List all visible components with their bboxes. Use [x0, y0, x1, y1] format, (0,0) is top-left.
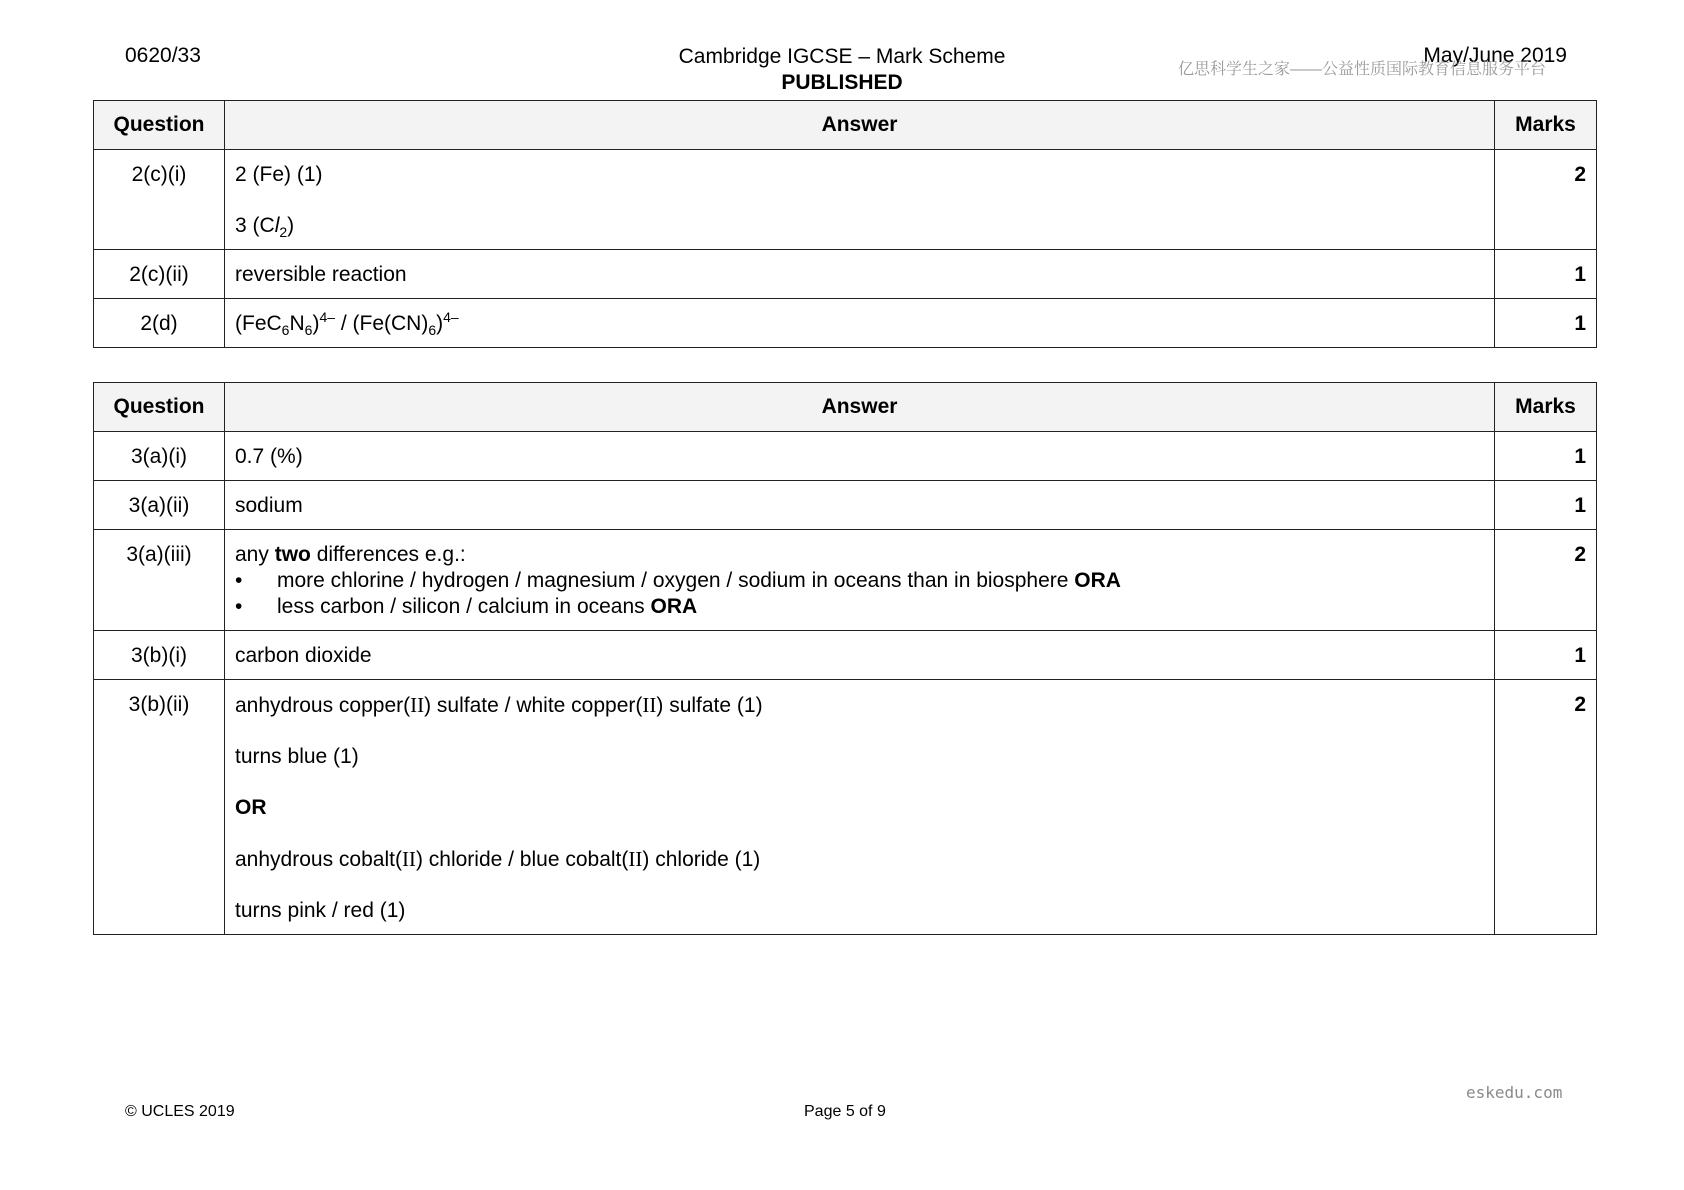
- answer-cell: [225, 530, 1495, 631]
- answer-text: ): [436, 312, 444, 335]
- answer-line: [235, 213, 1484, 239]
- bullet-text: [277, 568, 1121, 594]
- answer-line: [235, 846, 1484, 873]
- answer-text: differences e.g.:: [310, 543, 466, 566]
- question-number: 2(c)(i): [94, 150, 225, 250]
- question-number: 3(b)(i): [94, 631, 225, 680]
- answer-emphasis: two: [274, 543, 311, 566]
- table-header-row: [94, 101, 1597, 150]
- answer-cell: [225, 299, 1495, 348]
- answer-line: [235, 692, 1484, 719]
- bullet-text: [277, 594, 697, 620]
- table-row: [94, 481, 1597, 530]
- answer-cell: [225, 150, 1495, 250]
- question-header: Question: [94, 101, 225, 150]
- roman-numeral: II: [401, 847, 416, 871]
- watermark-text: 亿思科学生之家——公益性质国际教育信息服务平台: [1178, 61, 1547, 78]
- question-number: 3(a)(i): [94, 432, 225, 481]
- roman-numeral: II: [642, 693, 657, 717]
- subscript: 2: [279, 224, 288, 241]
- answer-line: 2 (Fe) (1): [235, 163, 323, 186]
- marks-value: 1: [1495, 631, 1597, 680]
- answer-text: any: [235, 543, 275, 566]
- table-row: [94, 530, 1597, 631]
- answer-text: ): [287, 214, 295, 237]
- table-row: [94, 150, 1597, 250]
- subscript: 6: [428, 322, 437, 339]
- site-watermark: eskedu.com: [1466, 1083, 1563, 1102]
- copyright: © UCLES 2019: [125, 1103, 235, 1120]
- answer-text: ): [312, 312, 320, 335]
- answer-text: ) chloride (1): [642, 848, 761, 871]
- subscript: 6: [304, 322, 313, 339]
- answer-text: ) chloride / blue cobalt(: [415, 848, 629, 871]
- table-row: [94, 299, 1597, 348]
- answer-text: anhydrous cobalt(: [235, 848, 402, 871]
- answer-cell: [225, 680, 1495, 935]
- question-number: 2(c)(ii): [94, 250, 225, 299]
- marks-value: 2: [1495, 530, 1597, 631]
- table-row: [94, 631, 1597, 680]
- marks-value: 1: [1495, 481, 1597, 530]
- answer-header: Answer: [225, 383, 1495, 432]
- answer-text: more chlorine / hydrogen / magnesium / oxygen / sodium in oceans than in biosphere: [277, 569, 1075, 592]
- header-title: Cambridge IGCSE – Mark Scheme: [678, 45, 1006, 68]
- answer-line: OR: [235, 796, 267, 819]
- superscript: 4–: [443, 309, 459, 325]
- question-number: 3(b)(ii): [94, 680, 225, 935]
- superscript: 4–: [319, 309, 336, 325]
- question-number: 3(a)(ii): [94, 481, 225, 530]
- paper-code: 0620/33: [125, 44, 201, 67]
- mark-scheme-table-q2: [93, 100, 1597, 348]
- exam-session: May/June 2019: [1423, 44, 1567, 67]
- answer-cell: reversible reaction: [225, 250, 1495, 299]
- answer-emphasis: ORA: [1074, 569, 1121, 592]
- answer-text: less carbon / silicon / calcium in oceans: [277, 595, 651, 618]
- answer-emphasis: ORA: [650, 595, 698, 618]
- page-number: Page 5 of 9: [804, 1103, 886, 1120]
- answer-text: ) sulfate / white copper(: [424, 694, 643, 717]
- roman-numeral: II: [628, 847, 643, 871]
- answer-text: N: [289, 312, 305, 335]
- bullet-icon: •: [235, 595, 243, 618]
- table-row: [94, 250, 1597, 299]
- bullet-item: [235, 568, 1484, 594]
- bullet-icon: •: [235, 569, 243, 592]
- answer-text: l: [274, 214, 280, 237]
- marks-value: 2: [1495, 150, 1597, 250]
- answer-cell: carbon dioxide: [225, 631, 1495, 680]
- answer-text: anhydrous copper(: [235, 694, 411, 717]
- answer-text: (FeC: [235, 312, 282, 335]
- marks-value: 1: [1495, 299, 1597, 348]
- table-row: [94, 432, 1597, 481]
- answer-line: turns blue (1): [235, 745, 359, 768]
- header-status: PUBLISHED: [781, 71, 903, 94]
- answer-cell: sodium: [225, 481, 1495, 530]
- question-header: Question: [94, 383, 225, 432]
- answer-text: 3 (C: [235, 214, 275, 237]
- marks-header: Marks: [1495, 101, 1597, 150]
- answer-line: turns pink / red (1): [235, 899, 406, 922]
- table-header-row: [94, 383, 1597, 432]
- question-number: 2(d): [94, 299, 225, 348]
- mark-scheme-table-q3: [93, 382, 1597, 935]
- answer-intro: [235, 542, 1484, 568]
- marks-value: 1: [1495, 432, 1597, 481]
- answer-text: / (Fe(CN): [335, 312, 429, 335]
- question-number: 3(a)(iii): [94, 530, 225, 631]
- answer-text: ) sulfate (1): [656, 694, 763, 717]
- marks-header: Marks: [1495, 383, 1597, 432]
- answer-header: Answer: [225, 101, 1495, 150]
- subscript: 6: [281, 322, 290, 339]
- marks-value: 1: [1495, 250, 1597, 299]
- bullet-item: [235, 594, 1484, 620]
- table-row: [94, 680, 1597, 935]
- answer-cell: 0.7 (%): [225, 432, 1495, 481]
- roman-numeral: II: [410, 693, 425, 717]
- marks-value: 2: [1495, 680, 1597, 935]
